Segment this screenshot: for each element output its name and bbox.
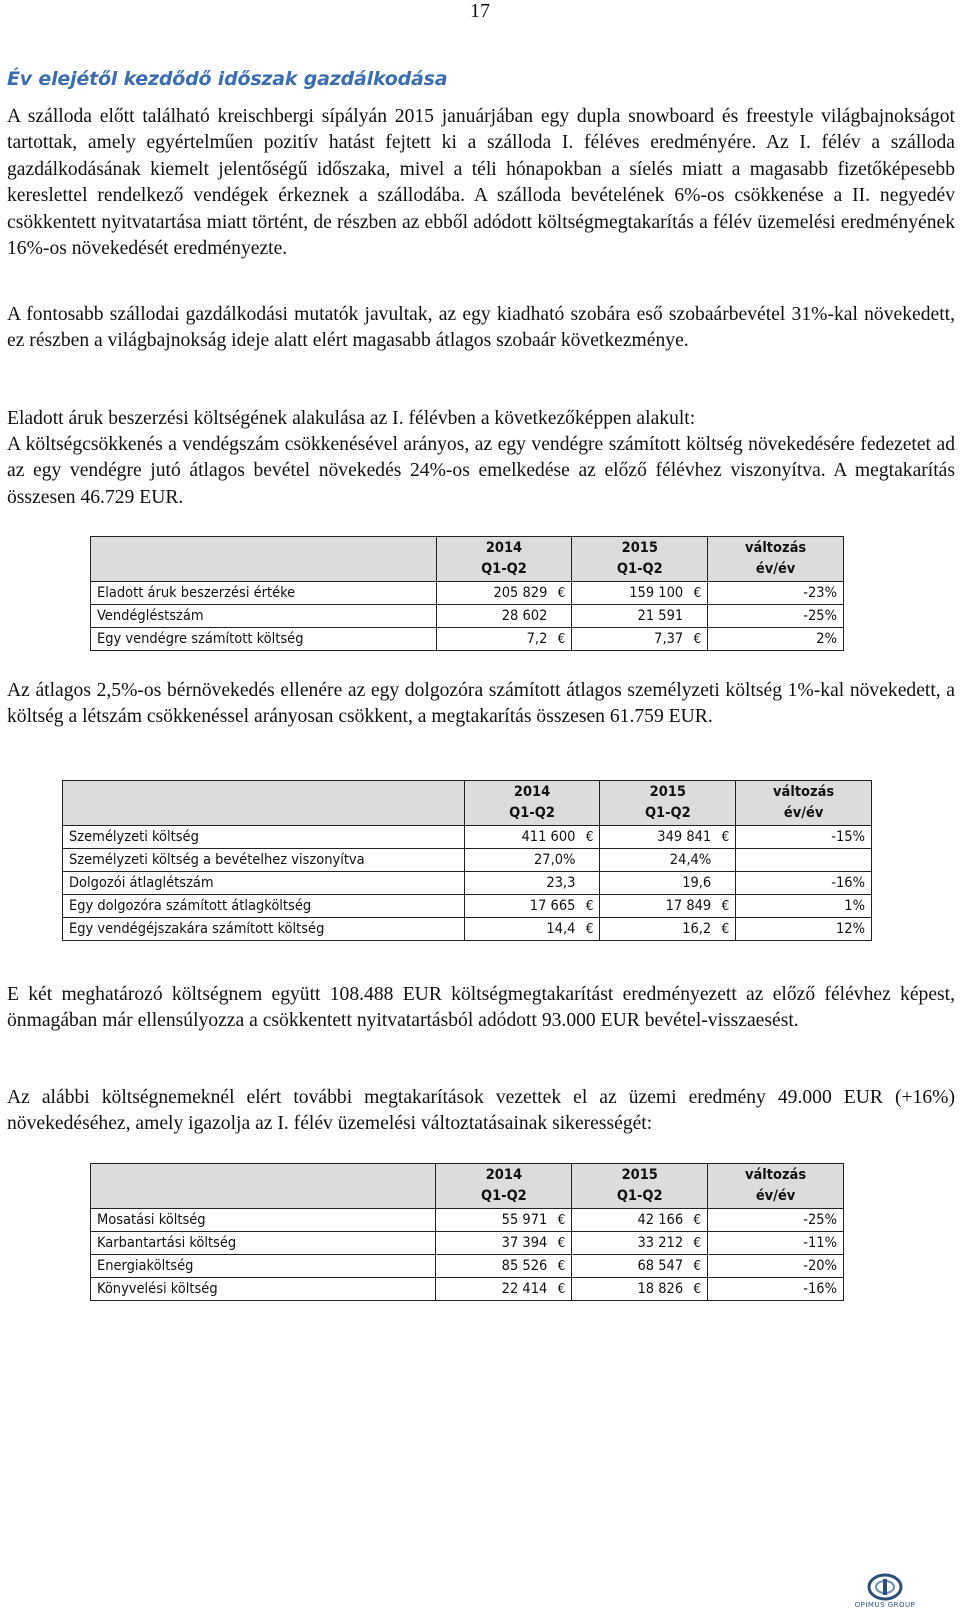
paragraph-staff: Az átlagos 2,5%-os bérnövekedés ellenére az egy dolgozóra számított átlagos személyzeti költség 1%-kal növekedett, a költség a létszám csökkenéssel arányosan csökkent, a megtakarítás összesen 61.759 EUR.: [7, 680, 955, 728]
cell-value: 21 591: [637, 608, 684, 624]
cell-value: 159 100: [629, 585, 684, 601]
header-period-2014: Q1-Q2: [481, 1188, 527, 1204]
paragraph-goods-detail: A költségcsökkenés a vendégszám csökkenésével arányos, az egy vendégre számított költség növekedésére fedezetet ad az egy vendégre jutó átlagos bevétel növekedés 24%-os emelkedése az előző félévhez viszonyítva. A megtakarítás összesen 46.729 EUR.: [7, 434, 955, 508]
cell-value: 85 526: [501, 1258, 548, 1274]
euro-icon: €: [721, 829, 730, 845]
euro-icon: €: [585, 921, 594, 937]
euro-icon: €: [557, 1281, 566, 1297]
cell-value: 55 971: [501, 1212, 548, 1228]
value-cell-2015: [572, 605, 708, 628]
cell-value: 37 394: [501, 1235, 548, 1251]
header-change-label: változás: [745, 1167, 807, 1183]
header-change-label: változás: [745, 540, 807, 556]
header-year-2014: 2014: [513, 784, 551, 800]
table-row: [63, 849, 872, 872]
logo-text: OPIMUS GROUP: [854, 1601, 916, 1609]
table-row: [91, 1209, 844, 1232]
header-empty-cell: [91, 1164, 436, 1209]
header-empty-cell: [63, 781, 465, 826]
euro-icon: €: [721, 921, 730, 937]
header-period-2014: Q1-Q2: [481, 561, 527, 577]
change-cell: 12%: [736, 918, 872, 941]
table-row: [91, 605, 844, 628]
table-row: [91, 1232, 844, 1255]
header-change: [708, 1164, 844, 1209]
paragraph-indicators: A fontosabb szállodai gazdálkodási mutatók javultak, az egy kiadható szobára eső szobaárbevétel 31%-kal növekedett, ez részben a világbajnokság ideje alatt elért magasabb átlagos szobaár következménye.: [7, 304, 955, 352]
cell-value: 22 414: [501, 1281, 548, 1297]
header-yoy-label: év/év: [755, 1188, 796, 1204]
cell-value: 33 212: [637, 1235, 684, 1251]
euro-icon: €: [693, 585, 702, 601]
euro-icon: €: [693, 1212, 702, 1228]
table-row: [91, 1255, 844, 1278]
euro-icon: €: [557, 631, 566, 647]
table-row: [91, 1278, 844, 1301]
paragraph-intro: A szálloda előtt található kreischbergi sípályán 2015 januárjában egy dupla snowboard és freestyle világbajnokságot tartottak, amely egyértelműen pozitív hatást fejtett ki a szálloda I. féléves eredményére. Az I. félév a szálloda gazdálkodásának kiemelt jelentőségű időszaka, mivel a téli hónapokban a síelés miatt a magasabb fizetőképesebb kereslettel rendelkező vendégek érkeznek a szállodába. A szálloda bevételének 6%-os csökkenése a II. negyedév csökkentett nyitvatartása miatt történt, de részben az ebből adódott költségmegtakarítás a félév üzemelési eredményének 16%-os növekedését eredményezte.: [7, 106, 955, 260]
value-cell-2014: [436, 582, 572, 605]
value-cell-2015: [600, 895, 736, 918]
change-cell: [736, 849, 872, 872]
value-cell-2014: [436, 1232, 572, 1255]
row-label: Dolgozói átlaglétszám: [63, 872, 465, 895]
change-cell: -20%: [708, 1255, 844, 1278]
cell-value: 16,2: [682, 921, 712, 937]
value-cell-2014: [464, 895, 600, 918]
header-change: [736, 781, 872, 826]
cell-value: 23,3: [546, 875, 576, 891]
row-label: Személyzeti költség a bevételhez viszonyítva: [63, 849, 465, 872]
value-cell-2014: [464, 849, 600, 872]
cell-value: 19,6: [682, 875, 712, 891]
table-header-row: [91, 1164, 844, 1209]
value-cell-2014: [436, 1209, 572, 1232]
cell-value: 42 166: [637, 1212, 684, 1228]
change-cell: 2%: [708, 628, 844, 651]
cell-value: 18 826: [637, 1281, 684, 1297]
cell-value: 17 665: [529, 898, 576, 914]
table-row: [91, 582, 844, 605]
row-label: Egy dolgozóra számított átlagköltség: [63, 895, 465, 918]
euro-icon: €: [585, 898, 594, 914]
value-cell-2014: [436, 1278, 572, 1301]
value-cell-2014: [464, 918, 600, 941]
value-cell-2015: [572, 1255, 708, 1278]
value-cell-2015: [572, 1209, 708, 1232]
goods-cost-table: [90, 536, 844, 651]
row-label: Karbantartási költség: [91, 1232, 436, 1255]
row-label: Energiaköltség: [91, 1255, 436, 1278]
header-2015: [572, 537, 708, 582]
table-row: [63, 895, 872, 918]
header-year-2014: 2014: [485, 540, 523, 556]
value-cell-2015: [600, 826, 736, 849]
row-label: Egy vendégre számított költség: [91, 628, 437, 651]
page-number: 17: [470, 0, 490, 22]
euro-icon: €: [693, 1258, 702, 1274]
paragraph-further-savings: Az alábbi költségnemeknél elért további megtakarítások vezettek el az üzemi eredmény 49.000 EUR (+16%) növekedéséhez, amely igazolja az I. félév üzemelési változtatásainak sikerességét:: [7, 1087, 955, 1135]
opimus-logo-icon: [845, 1573, 925, 1601]
row-label: Vendégléstszám: [91, 605, 437, 628]
other-cost-table: [90, 1163, 844, 1301]
row-label: Eladott áruk beszerzési értéke: [91, 582, 437, 605]
euro-icon: €: [557, 1212, 566, 1228]
change-cell: -15%: [736, 826, 872, 849]
value-cell-2014: [464, 872, 600, 895]
value-cell-2015: [600, 918, 736, 941]
table-header-row: [91, 537, 844, 582]
euro-icon: €: [585, 829, 594, 845]
value-cell-2015: [572, 628, 708, 651]
euro-icon: €: [693, 631, 702, 647]
staff-cost-table: [62, 780, 872, 941]
row-label: Mosatási költség: [91, 1209, 436, 1232]
header-yoy-label: év/év: [755, 561, 796, 577]
euro-icon: €: [557, 585, 566, 601]
euro-icon: €: [721, 898, 730, 914]
cell-value: 24,4%: [669, 852, 712, 868]
cell-value: 28 602: [501, 608, 548, 624]
header-2014: [464, 781, 600, 826]
header-year-2015: 2015: [621, 540, 658, 556]
value-cell-2015: [572, 1232, 708, 1255]
change-cell: -11%: [708, 1232, 844, 1255]
change-cell: -16%: [736, 872, 872, 895]
cell-value: 68 547: [637, 1258, 684, 1274]
header-2014: [436, 537, 572, 582]
paragraph-goods-intro: Eladott áruk beszerzési költségének alakulása az I. félévben a következőképpen alakult:: [7, 408, 696, 429]
change-cell: 1%: [736, 895, 872, 918]
header-period-2015: Q1-Q2: [616, 1188, 663, 1204]
euro-icon: €: [693, 1281, 702, 1297]
cell-value: 27,0%: [534, 852, 576, 868]
header-2014: [436, 1164, 572, 1209]
euro-icon: €: [557, 1258, 566, 1274]
table-header-row: [63, 781, 872, 826]
change-cell: -25%: [708, 1209, 844, 1232]
value-cell-2015: [572, 1278, 708, 1301]
change-cell: -25%: [708, 605, 844, 628]
value-cell-2015: [572, 582, 708, 605]
cell-value: 17 849: [665, 898, 712, 914]
table-row: [63, 826, 872, 849]
cell-value: 7,2: [526, 631, 548, 647]
row-label: Egy vendégéjszakára számított költség: [63, 918, 465, 941]
value-cell-2014: [464, 826, 600, 849]
change-cell: -16%: [708, 1278, 844, 1301]
euro-icon: €: [557, 1235, 566, 1251]
value-cell-2015: [600, 872, 736, 895]
row-label: Könyvelési költség: [91, 1278, 436, 1301]
value-cell-2014: [436, 1255, 572, 1278]
cell-value: 7,37: [654, 631, 684, 647]
company-logo: [845, 1573, 925, 1613]
header-2015: [572, 1164, 708, 1209]
cell-value: 349 841: [657, 829, 712, 845]
header-year-2015: 2015: [649, 784, 686, 800]
value-cell-2015: [600, 849, 736, 872]
value-cell-2014: [436, 628, 572, 651]
cell-value: 205 829: [493, 585, 548, 601]
table-row: [91, 628, 844, 651]
header-change-label: változás: [773, 784, 835, 800]
header-empty-cell: [91, 537, 437, 582]
header-change: [708, 537, 844, 582]
header-year-2014: 2014: [485, 1167, 523, 1183]
header-period-2015: Q1-Q2: [616, 561, 663, 577]
table-row: [63, 872, 872, 895]
cell-value: 14,4: [546, 921, 576, 937]
value-cell-2014: [436, 605, 572, 628]
header-period-2014: Q1-Q2: [509, 805, 555, 821]
euro-icon: €: [693, 1235, 702, 1251]
header-period-2015: Q1-Q2: [644, 805, 691, 821]
change-cell: -23%: [708, 582, 844, 605]
paragraph-savings-total: E két meghatározó költségnem együtt 108.488 EUR költségmegtakarítást eredményezett az előző félévhez képest, önmagában már ellensúlyozza a csökkentett nyitvatartásból adódott 93.000 EUR bevétel-visszaesést.: [7, 984, 955, 1032]
header-yoy-label: év/év: [783, 805, 824, 821]
cell-value: 411 600: [521, 829, 576, 845]
header-year-2015: 2015: [621, 1167, 658, 1183]
table-row: [63, 918, 872, 941]
header-2015: [600, 781, 736, 826]
row-label: Személyzeti költség: [63, 826, 465, 849]
section-heading: Év elejétől kezdődő időszak gazdálkodása: [7, 68, 448, 90]
